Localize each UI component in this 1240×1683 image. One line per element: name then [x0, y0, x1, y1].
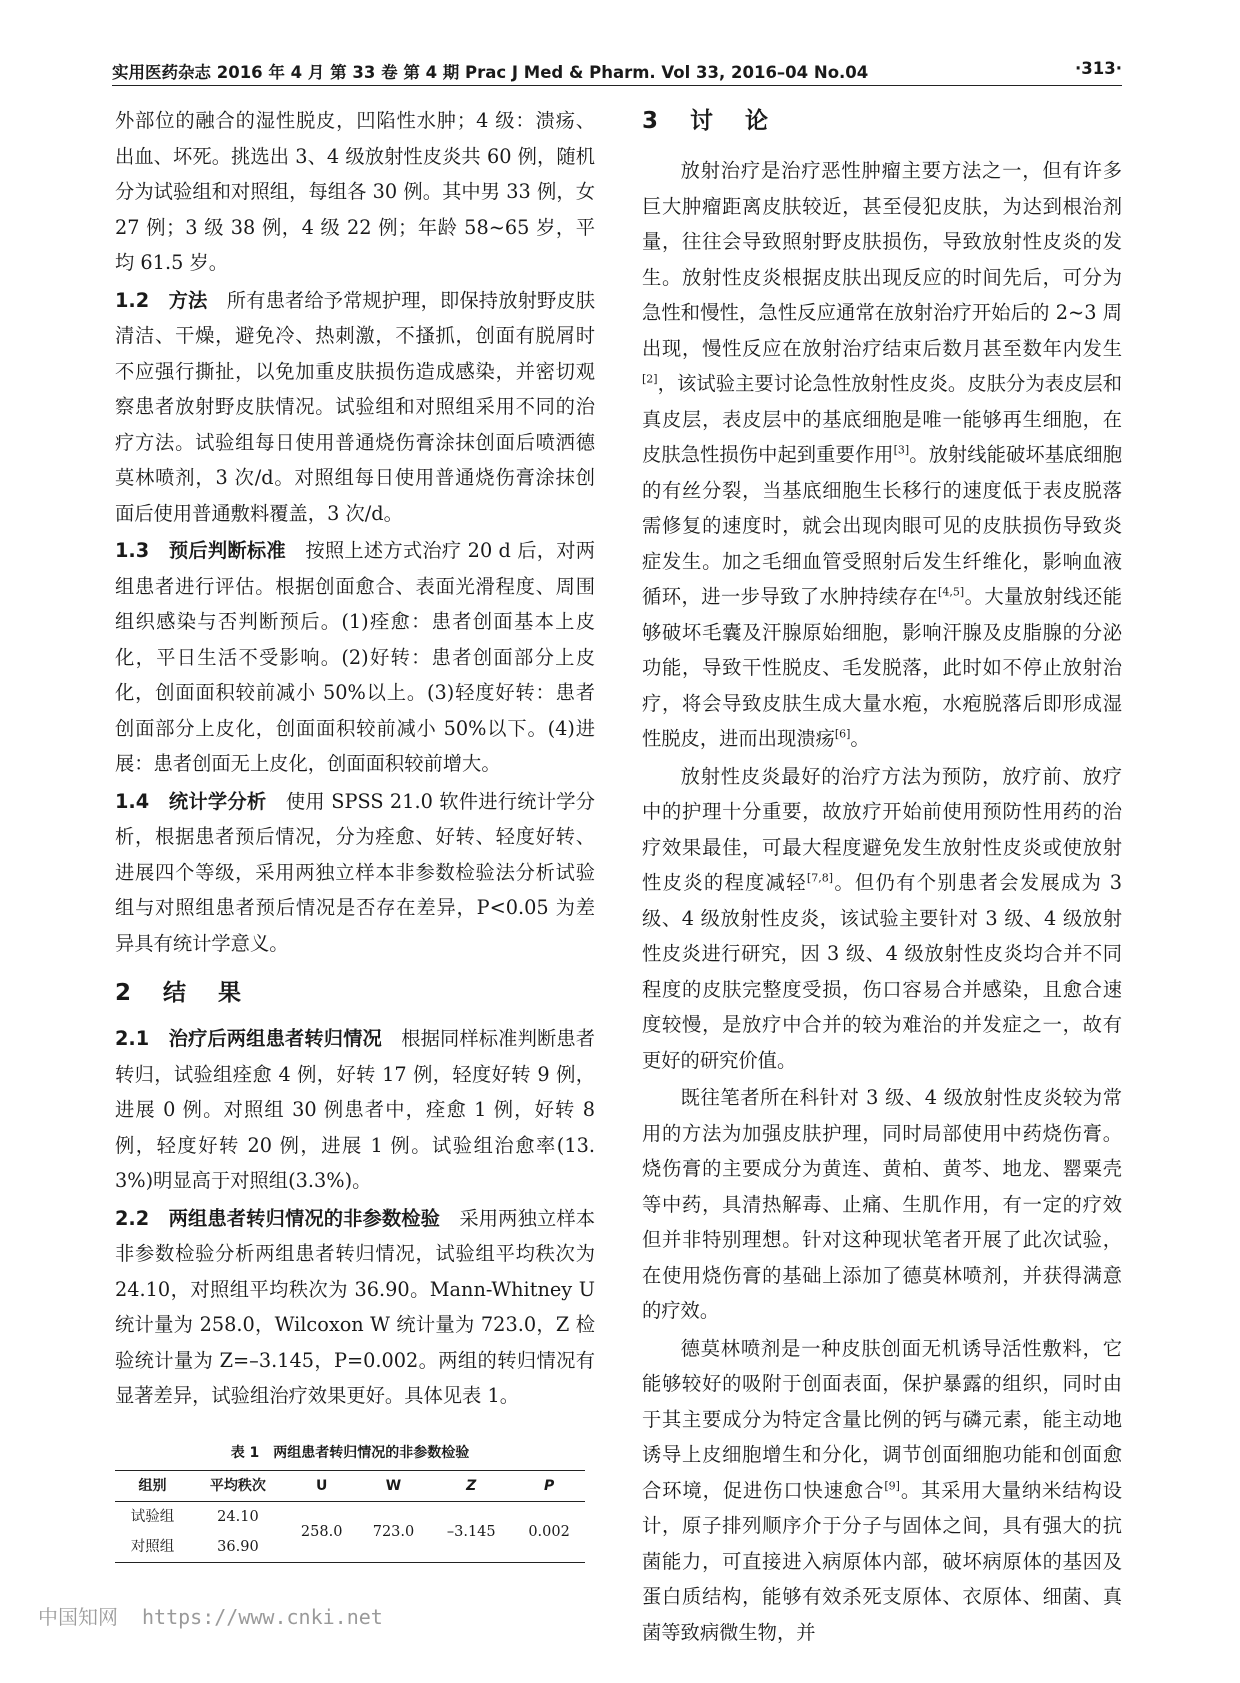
table-row	[115, 1501, 585, 1532]
section-1-2	[115, 283, 595, 532]
paragraph-criteria-end: 外部位的融合的湿性脱皮，凹陷性水肿；4 级：溃疡、出血、坏死。挑选出 3、4 级放射性皮炎共 60 例，随机分为试验组和对照组，每组各 30 例。其中男 33 例，女 27 例；3 级 38 例，4 级 22 例；年龄 58~65 岁，平均 61.5 岁。	[115, 109, 595, 274]
discussion-paragraph-4	[642, 1331, 1122, 1651]
text-run: 。大量放射线还能够破坏毛囊及汗腺原始细胞，影响汗腺及皮脂腺的分泌功能，导致干性脱皮、毛发脱落，此时如不停止放射治疗，将会导致皮肤生成大量水疱，水疱脱落后即形成湿性脱皮，进而出现溃疡	[642, 585, 1123, 750]
section-1-4	[115, 784, 595, 962]
cell-group: 对照组	[130, 1538, 175, 1555]
citation: [9]	[884, 1479, 900, 1493]
section-2-2-heading: 2.2 两组患者转归情况的非参数检验	[115, 1206, 441, 1230]
section-2-1	[115, 1021, 595, 1199]
section-1-2-body: 所有患者给予常规护理，即保持放射野皮肤清洁、干燥，避免冷、热刺激，不搔抓，创面有脱屑时不应强行撕扯，以免加重皮肤损伤造成感染，并密切观察患者放射野皮肤情况。试验组和对照组采用不同的治疗方法。试验组每日使用普通烧伤膏涂抹创面后喷洒德莫林喷剂，3 次/d。对照组每日使用普通烧伤膏涂抹创面后使用普通敷料覆盖，3 次/d。	[115, 288, 596, 525]
right-column	[642, 103, 1122, 1650]
citation: [2]	[642, 372, 658, 386]
section-1-3	[115, 533, 595, 782]
cnki-brand: 中国知网	[38, 1605, 118, 1629]
text-run: 。放射线能破坏基底细胞的有丝分裂，当基底细胞生长移行的速度低于表皮脱落需修复的速度时，就会出现肉眼可见的皮肤损伤导致炎症发生。加之毛细血管受照射后发生纤维化，影响血液循环，进一步导致了水肿持续存在	[642, 443, 1123, 608]
col-header-u: U	[315, 1477, 328, 1494]
section-2-1-heading: 2.1 治疗后两组患者转归情况	[115, 1027, 382, 1050]
running-header	[112, 55, 1122, 86]
cell-mean-rank: 24.10	[217, 1508, 259, 1525]
col-header-z: Z	[466, 1477, 477, 1494]
left-column	[115, 103, 595, 1563]
discussion-paragraph-2	[642, 759, 1122, 1079]
citation: [6]	[834, 727, 851, 741]
table-header-row	[115, 1470, 585, 1501]
citation: [4,5]	[938, 585, 965, 599]
text-run: 放射治疗是治疗恶性肿瘤主要方法之一，但有许多巨大肿瘤距离皮肤较近，甚至侵犯皮肤，为达到根治剂量，往往会导致照射野皮肤损伤，导致放射性皮炎的发生。放射性皮炎根据皮肤出现反应的时间先后，可分为急性和慢性，急性反应通常在放射治疗开始后的 2~3 周出现，慢性反应在放射治疗结束后数月甚至数年内发生	[642, 159, 1122, 360]
cell-p: 0.002	[528, 1523, 570, 1540]
discussion-paragraph-1	[642, 153, 1122, 757]
section-2-1-body: 根据同样标准判断患者转归，试验组痊愈 4 例，好转 17 例，轻度好转 9 例，进展 0 例。对照组 30 例患者中，痊愈 1 例，好转 8 例，轻度好转 20 例，进展 1 例。试验组治愈率(13.3%)明显高于对照组(3.3%)。	[115, 1027, 596, 1192]
text-run: 。	[850, 727, 870, 750]
page-number: ·313·	[1075, 59, 1122, 78]
section-1-2-heading: 1.2 方法	[115, 288, 208, 312]
section-2-2-body: 采用两独立样本非参数检验分析两组患者转归情况，试验组平均秩次为 24.10，对照组平均秩次为 36.90。Mann-Whitney U 统计量为 258.0，Wilcoxon W 统计量为 723.0，Z 检验统计量为 Z=–3.145，P=0.002。两组的转归情况有显著差异，试验组治疗效果更好。具体见表 1。	[115, 1206, 596, 1407]
text-run: 德莫林喷剂是一种皮肤创面无机诱导活性敷料，它能够较好的吸附于创面表面，保护暴露的组织，同时由于其主要成分为特定含量比例的钙与磷元素，能主动地诱导上皮细胞增生和分化，调节创面细胞功能和创面愈合环境，促进伤口快速愈合	[642, 1336, 1122, 1502]
table-1-title: 表 1 两组患者转归情况的非参数检验	[230, 1444, 470, 1461]
discussion-paragraph-3: 既往笔者所在科针对 3 级、4 级放射性皮炎较为常用的方法为加强皮肤护理，同时局部使用中药烧伤膏。烧伤膏的主要成分为黄连、黄柏、黄芩、地龙、罂粟壳等中药，具清热解毒、止痛、生肌作用，有一定的疗效但并非特别理想。针对这种现状笔者开展了此次试验，在使用烧伤膏的基础上添加了德莫林喷剂，并获得满意的疗效。	[642, 1086, 1122, 1322]
discussion-heading: 3 讨 论	[642, 108, 781, 134]
section-1-4-heading: 1.4 统计学分析	[115, 789, 267, 813]
cell-group: 试验组	[130, 1508, 175, 1525]
results-heading: 2 结 果	[115, 980, 254, 1006]
text-run: ，该试验主要讨论急性放射性皮炎。皮肤分为表皮层和真皮层，表皮层中的基底细胞是唯一能够再生细胞，在皮肤急性损伤中起到重要作用	[642, 372, 1122, 466]
cell-mean-rank: 36.90	[217, 1538, 259, 1555]
text-run: 放射性皮炎最好的治疗方法为预防，放疗前、放疗中的护理十分重要，故放疗开始前使用预防性用药的治疗效果最佳，可最大程度避免发生放射性皮炎或使放射性皮炎的程度减轻	[642, 764, 1122, 894]
cell-u: 258.0	[300, 1523, 343, 1540]
journal-info: 实用医药杂志 2016 年 4 月 第 33 卷 第 4 期 Prac J Med & Pharm. Vol 33, 2016–04 No.04	[112, 63, 869, 82]
cell-z: –3.145	[446, 1523, 496, 1540]
col-header-p: P	[543, 1477, 555, 1494]
cell-w: 723.0	[372, 1523, 415, 1540]
text-run: 。其采用大量纳米结构设计，原子排列顺序介于分子与固体之间，具有强大的抗菌能力，可直接进入病原体内部，破坏病原体的基因及蛋白质结构，能够有效杀死支原体、衣原体、细菌、真菌等致病微生物，并	[642, 1478, 1123, 1644]
table-1-grid	[115, 1470, 585, 1563]
section-2-2	[115, 1201, 595, 1414]
text-run: 。但仍有个别患者会发展成为 3 级、4 级放射性皮炎，该试验主要针对 3 级、4 级放射性皮炎进行研究，因 3 级、4 级放射性皮炎均合并不同程度的皮肤完整度受损，伤口容易合并感染，且愈合速度较慢，是放疗中合并的较为难治的并发症之一，故有更好的研究价值。	[642, 871, 1122, 1072]
citation: [3]	[893, 443, 910, 457]
col-header-w: W	[385, 1477, 402, 1494]
section-1-4-body: 使用 SPSS 21.0 软件进行统计学分析，根据患者预后情况，分为痊愈、好转、轻度好转、进展四个等级，采用两独立样本非参数检验法分析试验组与对照组患者预后情况是否存在差异，P<0.05 为差异具有统计学意义。	[115, 789, 596, 955]
cnki-url: https://www.cnki.net	[142, 1605, 383, 1629]
section-1-3-heading: 1.3 预后判断标准	[115, 539, 286, 562]
cnki-watermark	[38, 1601, 383, 1630]
citation: [7,8]	[806, 871, 833, 885]
col-header-mean-rank: 平均秩次	[209, 1477, 266, 1494]
col-header-group: 组别	[138, 1477, 167, 1494]
section-1-3-body: 按照上述方式治疗 20 d 后，对两组患者进行评估。根据创面愈合、表面光滑程度、周围组织感染与否判断预后。(1)痊愈：患者创面基本上皮化，平日生活不受影响。(2)好转：患者创面部分上皮化，创面面积较前减小 50%以上。(3)轻度好转：患者创面部分上皮化，创面面积较前减小 50%以下。(4)进展：患者创面无上皮化，创面面积较前增大。	[115, 539, 596, 775]
table-1	[115, 1442, 585, 1563]
